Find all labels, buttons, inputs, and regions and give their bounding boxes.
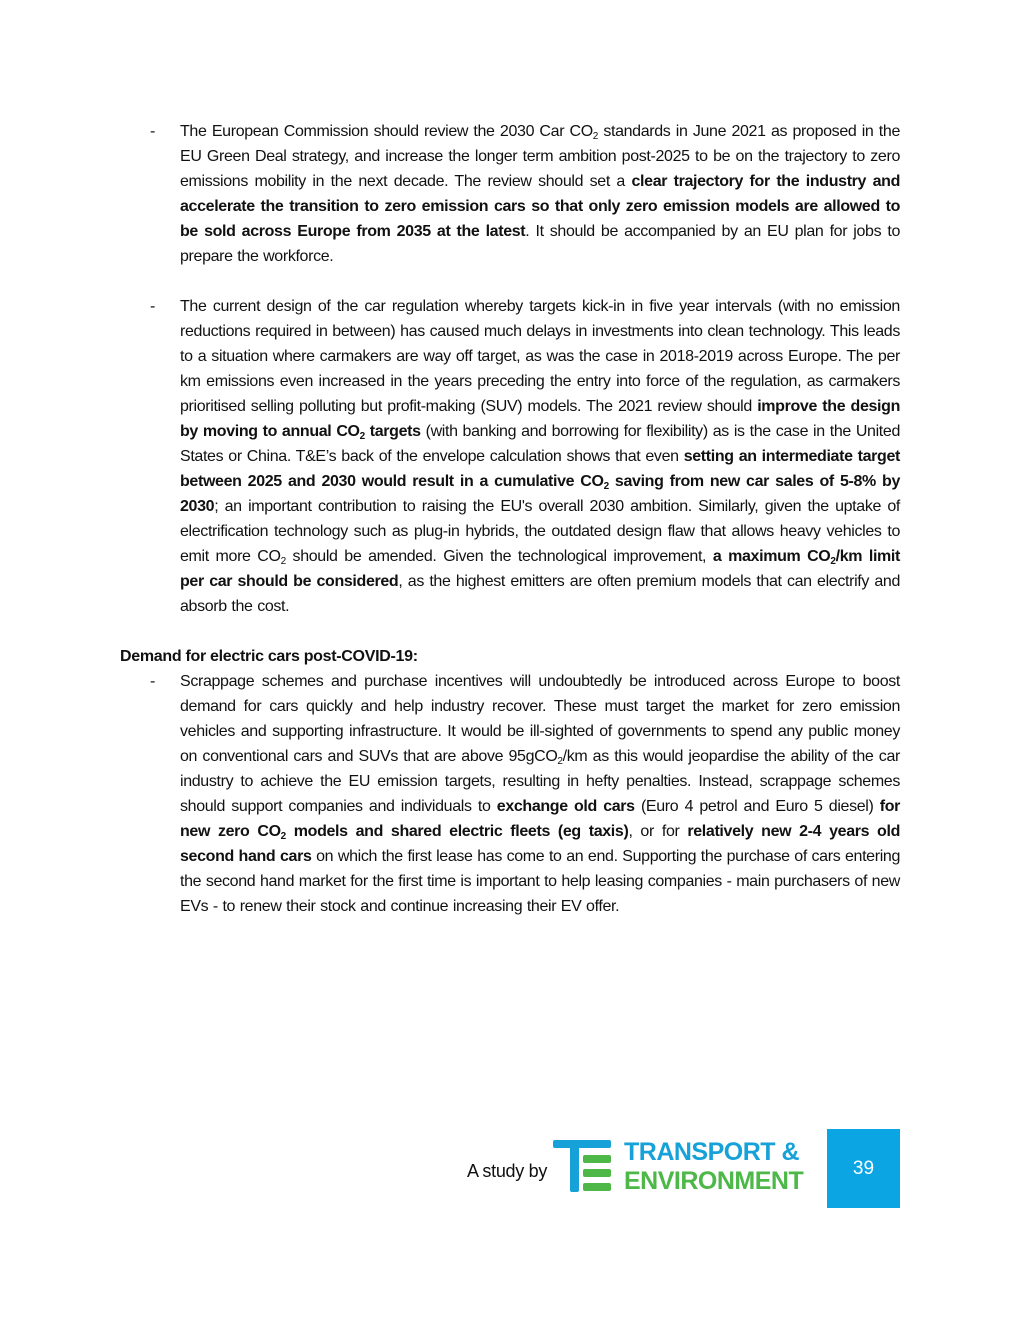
te-logo-icon xyxy=(553,1138,615,1196)
bullet-dash: - xyxy=(150,673,156,690)
list-item xyxy=(120,669,900,919)
page-number-badge xyxy=(827,1129,900,1208)
logo-bar-upper xyxy=(583,1155,611,1163)
logo-text-environment: ENVIRONMENT xyxy=(624,1167,804,1195)
section-heading: Demand for electric cars post-COVID-19: xyxy=(120,648,418,665)
page-content xyxy=(120,119,900,919)
page-footer xyxy=(0,1129,1020,1209)
logo-bar-middle xyxy=(583,1169,611,1177)
list-item xyxy=(120,294,900,619)
transport-environment-logo xyxy=(553,1138,818,1198)
paragraph-scrappage-schemes: Scrappage schemes and purchase incentives will undoubtedly be introduced across Europe to boost demand for cars quickly and help industry recover. These must target the market for zero emission vehicles and supporting infrastructure. It would be ill-sighted of governments to spend any public money on conventional cars and SUVs that are above 95gCO$_2$/km as this would jeopardise the ability of the car industry to achieve the EU emission targets, resulting in hefty penalties. Instead, scrappage schemes should support companies and individuals to exchange old cars (Euro 4 petrol and Euro 5 diesel) for new zero $CO_2$ models and shared electric fleets (eg taxis), or for relatively new 2-4 years old second hand cars on which the first lease has come to an end. Supporting the purchase of cars entering the second hand market for the first time is important to help leasing companies - main purchasers of new EVs - to renew their stock and continue increasing their EV offer. xyxy=(180,673,901,915)
paragraph-co2-review: The European Commission should review the 2030 Car $CO_2$ standards in June 2021 as proposed in the EU Green Deal strategy, and increase the longer term ambition post-2025 to be on the trajectory to zero emissions mobility in the next decade. The review should set a clear trajectory for the industry and accelerate the transition to zero emission cars so that only zero emission models are allowed to be sold across Europe from 2035 at the latest. It should be accompanied by an EU plan for jobs to prepare the workforce. xyxy=(180,123,900,265)
bullet-dash: - xyxy=(150,298,156,315)
list-item xyxy=(120,119,900,269)
study-by-label: A study by xyxy=(467,1161,548,1181)
logo-bar-top xyxy=(553,1140,611,1148)
page-number: 39 xyxy=(852,1157,875,1179)
logo-bar-lower xyxy=(583,1183,611,1191)
bullet-dash: - xyxy=(150,123,156,140)
logo-stem xyxy=(570,1140,579,1192)
logo-text-transport: TRANSPORT & xyxy=(624,1138,800,1166)
paragraph-regulation-design: The current design of the car regulation whereby targets kick-in in five year intervals (with no emission reductions required in between) has caused much delays in investments into clean technology. This leads to a situation where carmakers are way off target, as was the case in 2018-2019 across Europe. The per km emissions even increased in the years preceding the entry into force of the regulation, as carmakers prioritised selling polluting but profit-making (SUV) models. The 2021 review should improve the design by moving to annual $CO_2$ targets (with banking and borrowing for flexibility) as is the case in the United States or China. T&E’s back of the envelope calculation shows that even setting an intermediate target between 2025 and 2030 would result in a cumulative $CO_2$ saving from new car sales of 5-8% by 2030; an important contribution to raising the EU's overall 2030 ambition. Similarly, given the uptake of electrification technology such as plug-in hybrids, the outdated design flaw that allows heavy vehicles to emit more $CO_2$ should be amended. Given the technological improvement, a maximum $CO_2/km$ limit per car should be considered, as the highest emitters are often premium models that can electrify and absorb the cost. xyxy=(180,298,901,615)
